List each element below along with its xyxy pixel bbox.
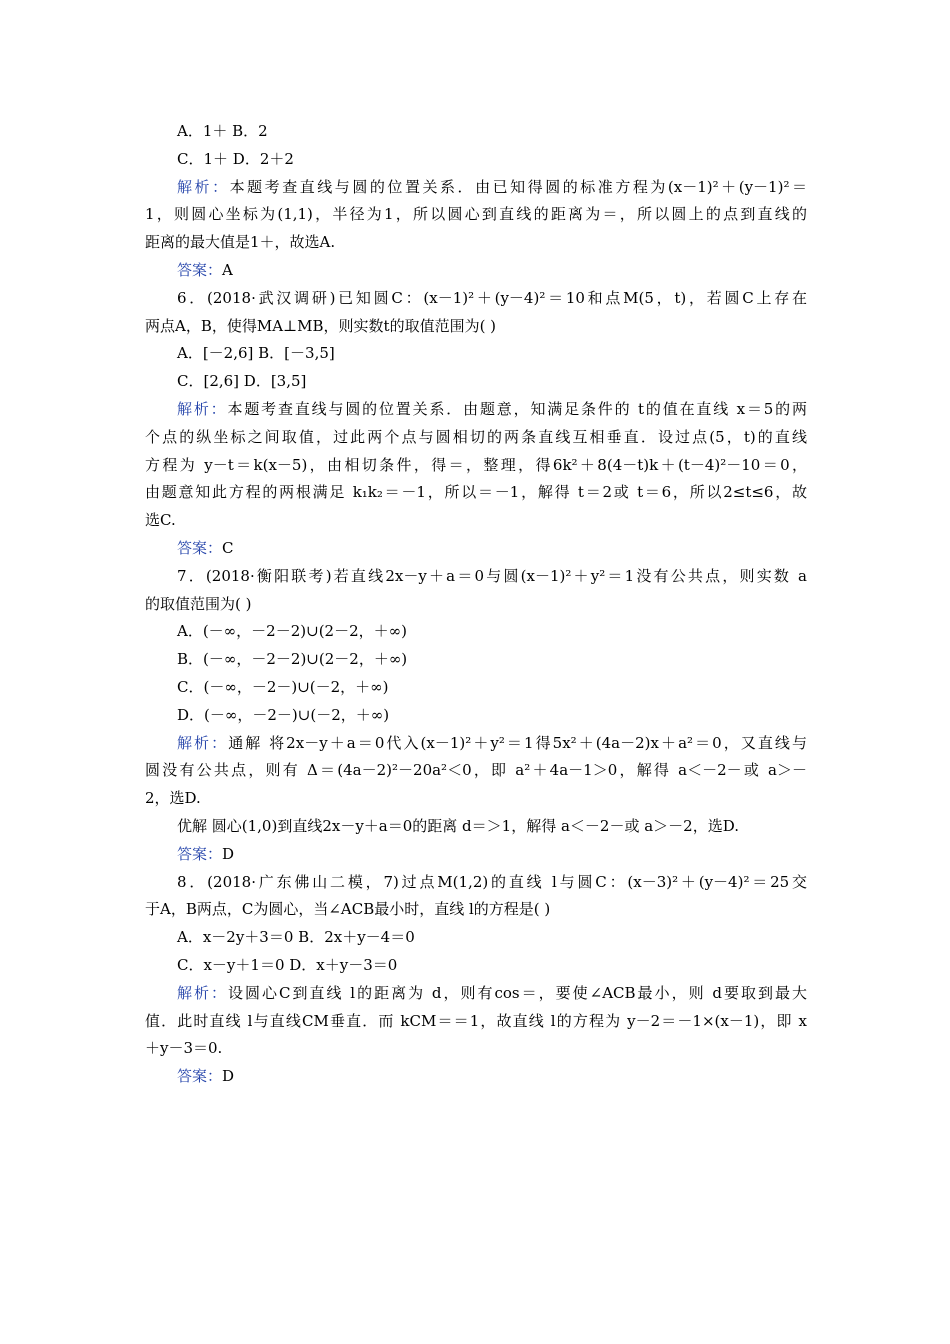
text-line <box>145 618 807 646</box>
line-text: 通解 将2x－y＋a＝0代入(x－1)²＋y²＝1得5x²＋(4a－2)x＋a²＝0，又直线与 <box>228 733 807 752</box>
analysis-line <box>145 396 807 424</box>
text-line <box>145 785 807 813</box>
text-line <box>145 229 807 257</box>
line-text: 本题考查直线与圆的位置关系．由题意，知满足条件的 t的值在直线 x＝5的两 <box>227 399 807 418</box>
answer-label: 答案： <box>177 1067 223 1086</box>
line-text: 距离的最大值是1＋，故选A. <box>145 233 336 252</box>
line-text: 设圆心C到直线 l的距离为 d，则有cos＝，要使∠ACB最小，则 d要取到最大 <box>228 983 807 1002</box>
text-line <box>145 424 807 452</box>
answer-label: 答案： <box>177 260 223 279</box>
document-page <box>145 118 807 1091</box>
line-text: 由题意知此方程的两根满足 k₁k₂＝－1，所以＝－1，解得 t＝2或 t＝6，所以2≤t≤6，故 <box>145 483 807 502</box>
answer-line <box>145 535 807 563</box>
text-line <box>145 340 807 368</box>
answer-label: 答案： <box>177 538 223 557</box>
line-text: 圆没有公共点，则有 Δ＝(4a－2)²－20a²＜0，即 a²＋4a－1＞0，解得 a＜－2－或 a＞－ <box>145 761 807 780</box>
analysis-label: 解析： <box>177 399 228 418</box>
text-line <box>145 563 807 591</box>
line-text: 个点的纵坐标之间取值，过此两个点与圆相切的两条直线互相垂直．设过点(5，t)的直线 <box>145 427 807 446</box>
line-text: 于A，B两点，C为圆心，当∠ACB最小时，直线 l的方程是( ) <box>145 900 551 919</box>
line-text: 两点A，B，使得MA⊥MB，则实数t的取值范围为( ) <box>145 316 497 335</box>
line-text: A．1＋ B．2 <box>177 122 268 140</box>
analysis-label: 解析： <box>177 733 229 752</box>
text-line <box>145 646 807 674</box>
answer-line <box>145 257 807 285</box>
line-text: D <box>222 844 235 863</box>
text-line <box>145 1008 807 1036</box>
line-text: B．(－∞，－2－2)∪(2－2，＋∞) <box>177 650 408 669</box>
line-text: A．x－2y＋3＝0 B．2x＋y－4＝0 <box>177 928 415 947</box>
text-line <box>145 924 807 952</box>
text-line <box>145 285 807 313</box>
analysis-label: 解析： <box>177 177 230 196</box>
line-text: D <box>222 1067 235 1086</box>
line-text: 的取值范围为( ) <box>145 594 252 613</box>
analysis-line <box>145 174 807 202</box>
text-line <box>145 313 807 341</box>
line-text: A．(－∞，－2－2)∪(2－2，＋∞) <box>177 622 407 641</box>
line-text: C．[2,6] D．[3,5] <box>177 372 307 391</box>
line-text: C．1＋ D．2＋2 <box>177 149 294 168</box>
text-line <box>145 702 807 730</box>
text-line <box>145 452 807 480</box>
text-line <box>145 146 807 174</box>
line-text: 2，选D. <box>145 789 201 808</box>
line-text: C <box>222 538 234 557</box>
text-line <box>145 813 807 841</box>
text-line <box>145 1035 807 1063</box>
answer-label: 答案： <box>177 844 223 863</box>
answer-line <box>145 1063 807 1091</box>
text-line <box>145 674 807 702</box>
text-line <box>145 368 807 396</box>
text-line <box>145 507 807 535</box>
line-text: 本题考查直线与圆的位置关系．由已知得圆的标准方程为(x－1)²＋(y－1)²＝ <box>229 177 807 196</box>
line-text: C．x－y＋1＝0 D．x＋y－3＝0 <box>177 955 398 974</box>
line-text: A <box>222 260 233 279</box>
text-line <box>145 479 807 507</box>
text-line <box>145 952 807 980</box>
analysis-line <box>145 980 807 1008</box>
line-text: 选C. <box>145 511 176 530</box>
line-text: 1，则圆心坐标为(1,1)，半径为1，所以圆心到直线的距离为＝，所以圆上的点到直线的 <box>145 205 807 224</box>
line-text: 优解 圆心(1,0)到直线2x－y＋a＝0的距离 d＝＞1，解得 a＜－2－或 a＞－2，选D. <box>177 816 739 835</box>
line-text: 8．(2018·广东佛山二模，7)过点M(1,2)的直线 l与圆C：(x－3)²＋(y－4)²＝25交 <box>177 872 807 891</box>
analysis-label: 解析： <box>177 983 229 1002</box>
analysis-line <box>145 730 807 758</box>
line-text: 方程为 y－t＝k(x－5)，由相切条件，得＝，整理，得6k²＋8(4－t)k＋(t－4)²－10＝0， <box>145 455 807 474</box>
line-text: C．(－∞，－2－)∪(－2，＋∞) <box>177 677 389 696</box>
text-line <box>145 118 807 146</box>
text-line <box>145 869 807 897</box>
text-line <box>145 896 807 924</box>
line-text: A．[－2,6] B．[－3,5] <box>177 344 335 363</box>
line-text: 7．(2018·衡阳联考)若直线2x－y＋a＝0与圆(x－1)²＋y²＝1没有公共点，则实数 a <box>177 566 807 585</box>
line-text: 6．(2018·武汉调研)已知圆C：(x－1)²＋(y－4)²＝10和点M(5，t)，若圆C上存在 <box>177 288 807 307</box>
line-text: ＋y－3＝0. <box>145 1039 223 1058</box>
answer-line <box>145 841 807 869</box>
text-line <box>145 757 807 785</box>
text-line <box>145 201 807 229</box>
line-text: D．(－∞，－2－)∪(－2，＋∞) <box>177 705 390 724</box>
line-text: 值．此时直线 l与直线CM垂直．而 kCM＝＝1，故直线 l的方程为 y－2＝－1×(x－1)，即 x <box>145 1011 807 1030</box>
text-line <box>145 591 807 619</box>
